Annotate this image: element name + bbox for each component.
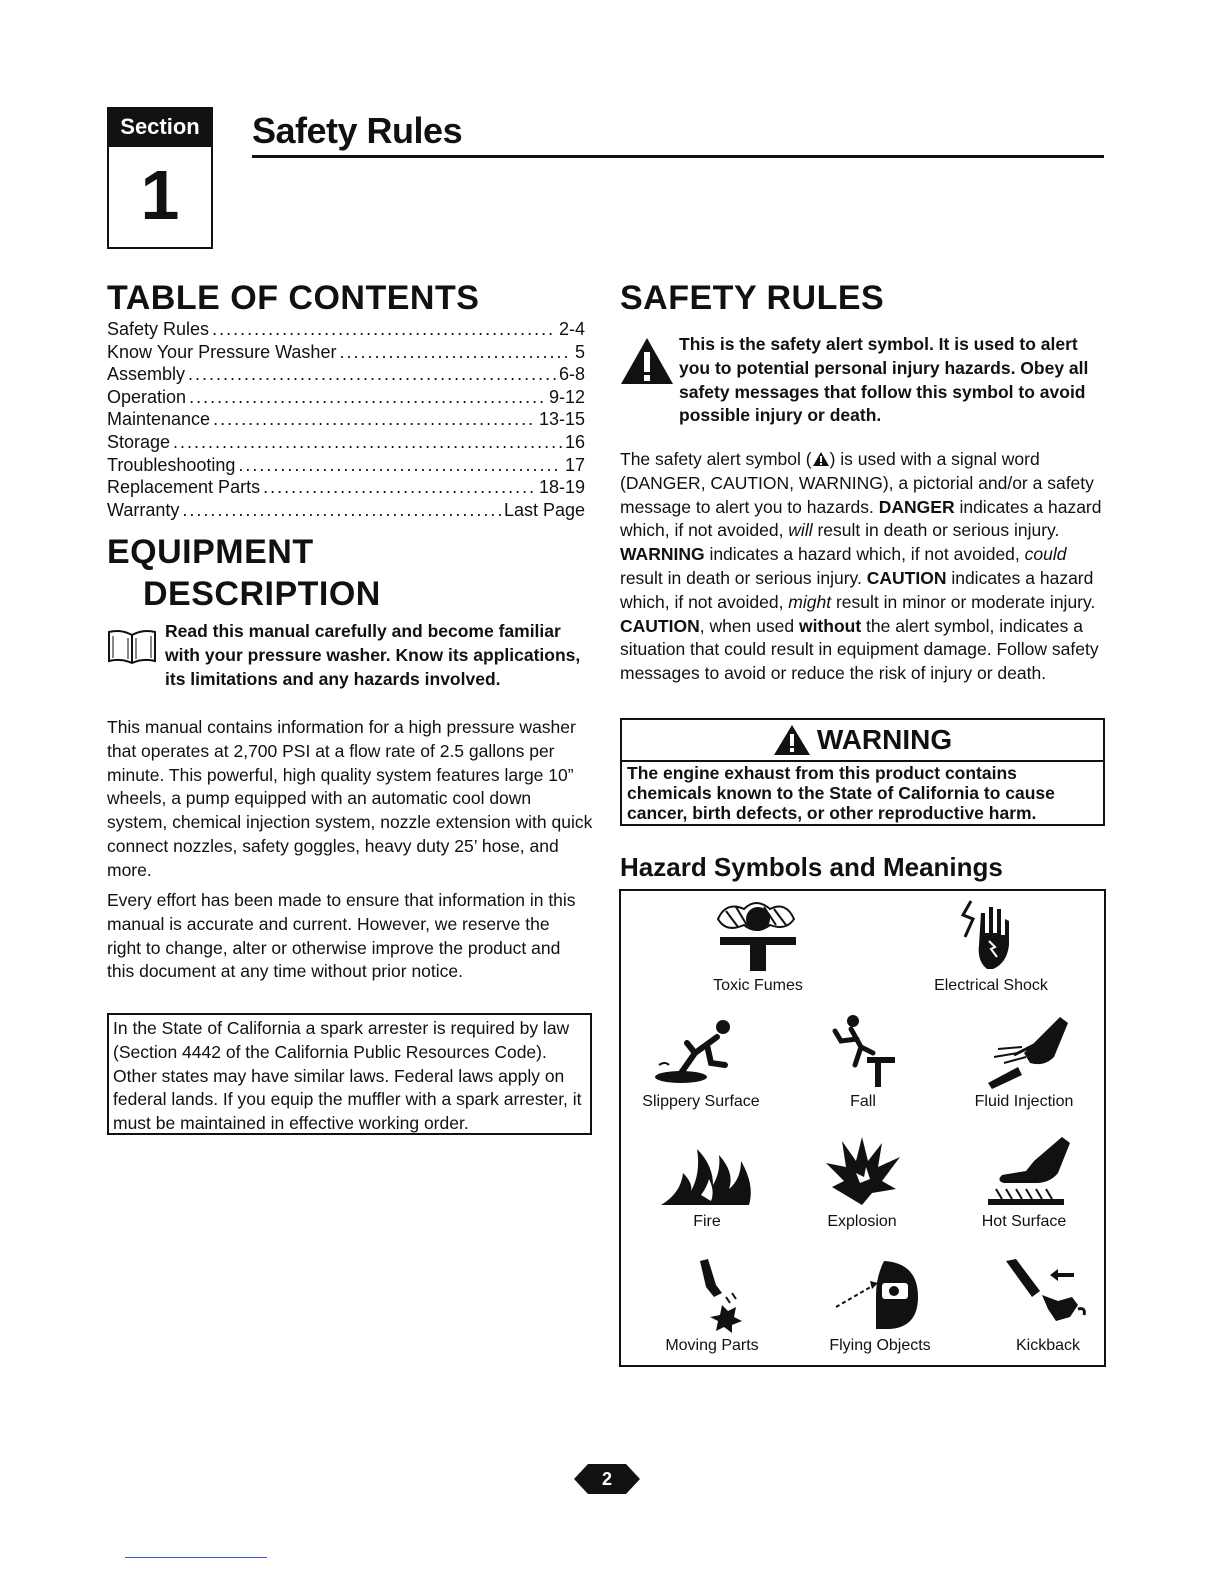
equipment-paragraph-2: Every effort has been made to ensure that information in this manual is accurate and current. However, we reserve the right to change, alter or otherwise improve the product and this document at any time without prior notice.: [107, 890, 576, 982]
toc-entry[interactable]: Storage ..... 16: [107, 431, 585, 454]
hazard-flying-objects: [805, 1257, 955, 1355]
hazard-slippery-surface: [626, 1013, 776, 1111]
page-title: Safety Rules: [252, 110, 463, 151]
hazard-label: Explosion: [827, 1213, 897, 1230]
hazard-fire: [632, 1133, 782, 1231]
title-rule: [252, 155, 1104, 158]
equipment-heading-line1: EQUIPMENT: [107, 533, 314, 571]
toc-entry[interactable]: Replacement Parts ..... 18-19: [107, 476, 585, 499]
california-notice-box: In the State of California a spark arrester is required by law (Section 4442 of the California Public Resources Code). Other states may have similar laws. Federal laws apply on federal lands. If you equip the muffler with a spark arrester, it must be maintained in effective working order.: [107, 1013, 592, 1135]
warning-title: WARNING: [816, 724, 953, 755]
toc-entry[interactable]: Troubleshooting ..... 17: [107, 454, 585, 477]
section-number: 1: [140, 156, 180, 234]
toc-entry[interactable]: Safety Rules ..... 2-4: [107, 318, 585, 341]
fire-icon: [657, 1133, 757, 1209]
hazard-label: Hot Surface: [981, 1213, 1067, 1230]
hazard-kickback: [973, 1257, 1123, 1355]
flying-objects-icon: [830, 1257, 930, 1333]
safety-alert-callout: This is the safety alert symbol. It is used to alert you to potential personal injury hazards. Obey all safety messages that follow this symbol to avoid possible injury or death.: [679, 334, 1089, 426]
hazard-fluid-injection: [949, 1013, 1099, 1111]
warning-box: [620, 718, 1105, 826]
toc-entry[interactable]: Maintenance ..... 13-15: [107, 408, 585, 431]
hazard-label: Kickback: [1015, 1337, 1081, 1354]
section-label: Section: [109, 109, 211, 147]
equipment-paragraph-1: This manual contains information for a high pressure washer that operates at 2,700 PSI at a flow rate of 2.5 gallons per minute. This powerful, high quality system features large 10” wheels, a pump equipped with an automatic cool down system, chemical injection system, nozzle extension with quick connect nozzles, safety goggles, heavy duty 25’ hose, and more.: [107, 717, 593, 880]
hazard-electrical-shock: [916, 897, 1066, 995]
fall-icon: [813, 1013, 913, 1089]
hot-surface-icon: [974, 1133, 1074, 1209]
electrical-shock-icon: [941, 897, 1041, 973]
hazard-label: Fire: [693, 1213, 721, 1230]
table-of-contents: [107, 318, 585, 521]
toc-entry[interactable]: Warranty ..... Last Page: [107, 499, 585, 522]
hazard-label: Flying Objects: [829, 1337, 931, 1354]
hazard-symbols-grid: [619, 889, 1106, 1367]
footer-link-line: [125, 1557, 267, 1558]
page-number-badge: [574, 1462, 640, 1496]
warning-header: [622, 720, 1103, 762]
hazard-label: Toxic Fumes: [713, 977, 803, 994]
slippery-surface-icon: [651, 1013, 751, 1089]
toc-entry[interactable]: Operation ..... 9-12: [107, 386, 585, 409]
safety-alert-icon: [619, 336, 675, 391]
kickback-icon: [998, 1257, 1098, 1333]
equipment-heading-line2: DESCRIPTION: [143, 575, 381, 613]
hazard-toxic-fumes: [683, 897, 833, 995]
hazard-label: Slippery Surface: [642, 1093, 760, 1110]
explosion-icon: [812, 1133, 912, 1209]
toc-heading: TABLE OF CONTENTS: [107, 279, 480, 317]
toxic-fumes-icon: [708, 897, 808, 973]
safety-heading: SAFETY RULES: [620, 279, 885, 317]
hazard-hot-surface: [949, 1133, 1099, 1231]
hazard-moving-parts: [637, 1257, 787, 1355]
toc-entry[interactable]: Know Your Pressure Washer ..... 5: [107, 341, 585, 364]
hazard-heading: Hazard Symbols and Meanings: [620, 852, 1003, 882]
book-icon: [106, 627, 158, 672]
toc-entry[interactable]: Assembly ..... 6-8: [107, 363, 585, 386]
hazard-label: Fall: [850, 1093, 876, 1110]
warning-text: The engine exhaust from this product contains chemicals known to the State of California to cause cancer, birth defects, or other reproductive harm.: [627, 763, 1055, 823]
hazard-label: Fluid Injection: [974, 1093, 1074, 1110]
hazard-label: Moving Parts: [665, 1337, 759, 1354]
hazard-explosion: [787, 1133, 937, 1231]
signal-words-paragraph: The safety alert symbol ( ) is used with a signal word (DANGER, CAUTION, WARNING), a pictorial and/or a safety message to alert you to hazards. DANGER indicates a hazard which, if not avoided, will result in death or serious injury. WARNING indicates a hazard which, if not avoided, could result in death or serious injury. CAUTION indicates a hazard which, if not avoided, might result in minor or moderate injury. CAUTION, when used without the alert symbol, indicates a situation that could result in equipment damage. Follow safety messages to avoid or reduce the risk of injury or death.: [620, 449, 1102, 684]
fluid-injection-icon: [974, 1013, 1074, 1089]
warning-alert-icon: [773, 724, 811, 756]
inline-alert-icon: [812, 451, 830, 467]
page-number: 2: [601, 1469, 612, 1489]
moving-parts-icon: [662, 1257, 762, 1333]
read-manual-callout: Read this manual carefully and become familiar with your pressure washer. Know its applications, its limitations and any hazards involved.: [165, 621, 581, 689]
section-badge: [107, 107, 213, 249]
hazard-fall: [788, 1013, 938, 1111]
hazard-label: Electrical Shock: [934, 977, 1048, 994]
